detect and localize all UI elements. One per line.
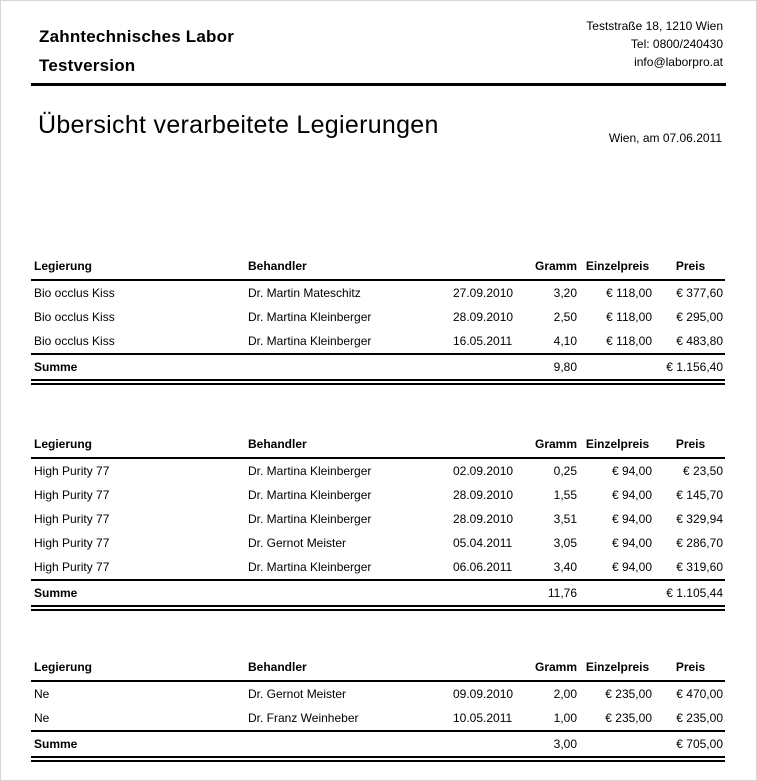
header-preis: Preis xyxy=(656,431,725,458)
cell-gramm: 4,10 xyxy=(553,334,577,348)
cell-datum: 28.09.2010 xyxy=(453,310,514,324)
cell-preis: € 470,00 xyxy=(676,687,723,701)
company-subtitle: Testversion xyxy=(39,56,136,75)
table-row xyxy=(31,706,725,731)
cell-preis: € 295,00 xyxy=(676,310,723,324)
sum-spacer xyxy=(579,731,656,756)
table-row xyxy=(31,329,725,354)
report-title: Übersicht verarbeitete Legierungen xyxy=(38,111,439,139)
contact-phone: Tel: 0800/240430 xyxy=(630,37,723,51)
cell-gramm: 2,00 xyxy=(553,687,577,701)
cell-behandler: Dr. Gernot Meister xyxy=(248,536,347,550)
cell-gramm: 1,55 xyxy=(553,488,577,502)
cell-preis: € 483,80 xyxy=(676,334,723,348)
cell-einzelpreis: € 118,00 xyxy=(606,286,652,300)
table-row xyxy=(31,507,725,531)
table-header-row xyxy=(31,431,725,458)
header-gramm: Gramm xyxy=(533,431,579,458)
cell-datum: 10.05.2011 xyxy=(453,711,513,725)
sum-preis: € 1.105,44 xyxy=(656,580,725,605)
cell-behandler: Dr. Martina Kleinberger xyxy=(248,464,372,478)
sum-spacer xyxy=(451,731,533,756)
table-row xyxy=(31,681,725,706)
header-datum xyxy=(451,431,533,458)
cell-behandler: Dr. Martina Kleinberger xyxy=(248,488,372,502)
header-einzelpreis: Einzelpreis xyxy=(579,654,656,681)
cell-legierung: Bio occlus Kiss xyxy=(34,310,115,324)
sum-spacer xyxy=(248,580,451,605)
cell-datum: 16.05.2011 xyxy=(453,334,513,348)
header-datum xyxy=(451,654,533,681)
cell-legierung: Bio occlus Kiss xyxy=(34,286,115,300)
cell-datum: 28.09.2010 xyxy=(453,488,514,502)
cell-datum: 27.09.2010 xyxy=(453,286,514,300)
sum-spacer xyxy=(579,354,656,379)
table-sum-row xyxy=(31,731,725,756)
cell-legierung: Ne xyxy=(34,711,50,725)
cell-behandler: Dr. Franz Weinheber xyxy=(248,711,359,725)
cell-preis: € 286,70 xyxy=(676,536,723,550)
sum-label: Summe xyxy=(31,354,248,379)
table-row xyxy=(31,305,725,329)
cell-legierung: High Purity 77 xyxy=(34,488,110,502)
sum-label: Summe xyxy=(31,580,248,605)
table-row xyxy=(31,531,725,555)
cell-legierung: High Purity 77 xyxy=(34,464,110,478)
alloy-table xyxy=(31,253,725,379)
cell-einzelpreis: € 235,00 xyxy=(605,711,652,725)
alloy-table-section xyxy=(31,654,725,762)
header-behandler: Behandler xyxy=(248,253,451,280)
header-preis: Preis xyxy=(656,654,725,681)
cell-legierung: High Purity 77 xyxy=(34,512,110,526)
cell-einzelpreis: € 118,00 xyxy=(606,310,652,324)
table-header-row xyxy=(31,253,725,280)
sum-label: Summe xyxy=(31,731,248,756)
cell-gramm: 3,05 xyxy=(553,536,577,550)
cell-datum: 06.06.2011 xyxy=(453,560,513,574)
cell-gramm: 3,20 xyxy=(553,286,577,300)
cell-gramm: 3,40 xyxy=(553,560,577,574)
header-behandler: Behandler xyxy=(248,431,451,458)
cell-legierung: Ne xyxy=(34,687,50,701)
sum-preis: € 1.156,40 xyxy=(656,354,725,379)
table-row xyxy=(31,280,725,305)
table-row xyxy=(31,555,725,580)
cell-datum: 28.09.2010 xyxy=(453,512,514,526)
cell-gramm: 0,25 xyxy=(553,464,577,478)
cell-einzelpreis: € 235,00 xyxy=(605,687,652,701)
cell-gramm: 1,00 xyxy=(553,711,577,725)
alloy-table xyxy=(31,654,725,756)
cell-preis: € 235,00 xyxy=(676,711,723,725)
cell-preis: € 23,50 xyxy=(682,464,723,478)
table-bottom-rule xyxy=(31,605,725,611)
table-sum-row xyxy=(31,580,725,605)
sum-spacer xyxy=(579,580,656,605)
cell-behandler: Dr. Gernot Meister xyxy=(248,687,347,701)
header-legierung: Legierung xyxy=(31,431,248,458)
header-legierung: Legierung xyxy=(31,253,248,280)
header-behandler: Behandler xyxy=(248,654,451,681)
cell-einzelpreis: € 94,00 xyxy=(611,536,652,550)
cell-einzelpreis: € 94,00 xyxy=(611,512,652,526)
cell-behandler: Dr. Martin Mateschitz xyxy=(248,286,361,300)
sum-gramm: 9,80 xyxy=(533,354,579,379)
header-preis: Preis xyxy=(656,253,725,280)
header-gramm: Gramm xyxy=(533,253,579,280)
letterhead-divider xyxy=(31,83,726,86)
cell-preis: € 329,94 xyxy=(676,512,723,526)
cell-behandler: Dr. Martina Kleinberger xyxy=(248,560,372,574)
contact-address: Teststraße 18, 1210 Wien xyxy=(586,19,723,33)
cell-datum: 09.09.2010 xyxy=(453,687,514,701)
cell-legierung: High Purity 77 xyxy=(34,536,110,550)
company-name: Zahntechnisches Labor xyxy=(39,27,235,46)
header-legierung: Legierung xyxy=(31,654,248,681)
sum-preis: € 705,00 xyxy=(656,731,725,756)
cell-einzelpreis: € 94,00 xyxy=(611,464,652,478)
sum-spacer xyxy=(248,731,451,756)
table-row xyxy=(31,483,725,507)
header-gramm: Gramm xyxy=(533,654,579,681)
header-datum xyxy=(451,253,533,280)
table-bottom-rule xyxy=(31,756,725,762)
letterhead-company xyxy=(39,22,234,80)
cell-einzelpreis: € 94,00 xyxy=(611,488,652,502)
cell-legierung: High Purity 77 xyxy=(34,560,110,574)
cell-preis: € 319,60 xyxy=(676,560,723,574)
table-bottom-rule xyxy=(31,379,725,385)
alloy-table-section xyxy=(31,253,725,385)
cell-behandler: Dr. Martina Kleinberger xyxy=(248,512,372,526)
header-einzelpreis: Einzelpreis xyxy=(579,253,656,280)
cell-einzelpreis: € 118,00 xyxy=(606,334,652,348)
table-sum-row xyxy=(31,354,725,379)
cell-legierung: Bio occlus Kiss xyxy=(34,334,115,348)
cell-preis: € 145,70 xyxy=(676,488,723,502)
cell-einzelpreis: € 94,00 xyxy=(611,560,652,574)
cell-gramm: 3,51 xyxy=(553,512,577,526)
cell-preis: € 377,60 xyxy=(676,286,723,300)
letterhead-contact xyxy=(586,17,723,71)
table-row xyxy=(31,458,725,483)
cell-datum: 02.09.2010 xyxy=(453,464,514,478)
cell-datum: 05.04.2011 xyxy=(453,536,513,550)
sum-gramm: 11,76 xyxy=(533,580,579,605)
header-einzelpreis: Einzelpreis xyxy=(579,431,656,458)
sum-spacer xyxy=(451,354,533,379)
sum-spacer xyxy=(451,580,533,605)
table-header-row xyxy=(31,654,725,681)
sum-gramm: 3,00 xyxy=(533,731,579,756)
contact-email: info@laborpro.at xyxy=(634,55,723,69)
cell-behandler: Dr. Martina Kleinberger xyxy=(248,334,372,348)
sum-spacer xyxy=(248,354,451,379)
report-date: Wien, am 07.06.2011 xyxy=(608,131,722,145)
alloy-table xyxy=(31,431,725,605)
cell-gramm: 2,50 xyxy=(553,310,577,324)
cell-behandler: Dr. Martina Kleinberger xyxy=(248,310,372,324)
alloy-table-section xyxy=(31,431,725,611)
